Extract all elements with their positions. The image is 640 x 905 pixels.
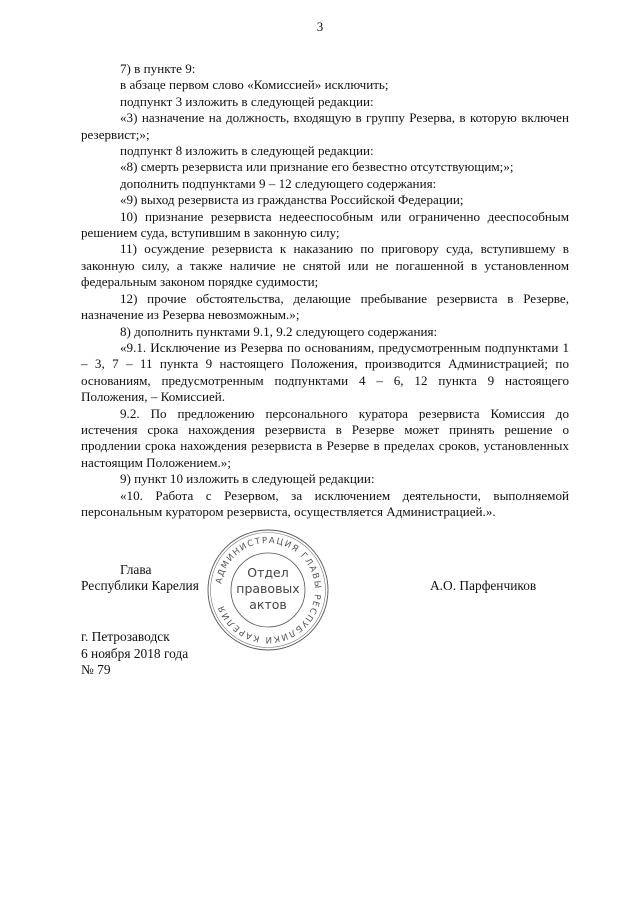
document-body [81,61,569,520]
date: 6 ноября 2018 года [81,645,189,661]
paragraph: 11) осуждение резервиста к наказанию по приговору суда, вступившему в законную силу, а также наличие не снятой или не погашенной в установленном федеральным законом порядке судимости; [81,241,569,290]
paragraph: подпункт 8 изложить в следующей редакции: [120,143,374,159]
signatory-title-line: Глава [120,562,152,577]
paragraph: «9.1. Исключение из Резерва по основаниям, предусмотренным подпунктами 1 – 3, 7 – 11 пункта 9 настоящего Положения, производится Администрацией; по основаниям, предусмотренным подпунктами 4 – 6, 12 пункта 9 настоящего Положения, – Комиссией. [81,339,569,405]
stamp-center-line: Отдел [247,565,289,580]
stamp-center-line: правовых [236,581,300,596]
paragraph: подпункт 3 изложить в следующей редакции: [120,93,374,109]
signatory-title-line: Республики Карелия [81,578,199,594]
paragraph: дополнить подпунктами 9 – 12 следующего содержания: [120,175,437,191]
paragraph: 9) пункт 10 изложить в следующей редакции: [120,471,375,487]
official-stamp [203,525,333,655]
document-number: № 79 [81,662,111,678]
paragraph: 12) прочие обстоятельства, делающие пребывание резервиста в Резерве, назначение из Резерва невозможным.»; [81,290,569,323]
stamp-center-line: актов [249,597,287,612]
paragraph: 9.2. По предложению персонального куратора резервиста Комиссия до истечения срока нахождения резервиста в Резерве может принять решение о продлении срока нахождения резервиста в Резерве в пределах сроков, установленных настоящим Положением.»; [81,405,569,470]
paragraph: «3) назначение на должность, входящую в группу Резерва, в которую включен резервист;»; [81,110,569,142]
stamp-ring-text: АДМИНИСТРАЦИЯ ГЛАВЫ РЕСПУБЛИКИ КАРЕЛИЯ [214,535,323,645]
document-footer [81,629,188,679]
page-number: 3 [316,19,324,34]
paragraph: «9) выход резервиста из гражданства Российской Федерации; [120,192,464,208]
paragraph: 7) в пункте 9: [120,61,196,76]
paragraph: 8) дополнить пунктами 9.1, 9.2 следующего содержания: [120,323,438,339]
place: г. Петрозаводск [81,629,170,644]
signatory-title [81,562,199,595]
paragraph: 10) признание резервиста недееспособным или ограниченно дееспособным решением суда, вступившим в законную силу; [81,208,569,241]
paragraph: «8) смерть резервиста или признание его безвестно отсутствующим;»; [120,159,514,175]
paragraph: в абзаце первом слово «Комиссией» исключить; [120,77,389,93]
signatory-name: А.О. Парфенчиков [430,578,537,593]
paragraph: «10. Работа с Резервом, за исключением деятельности, выполняемой персональным куратором резервиста, осуществляется Администрацией.». [81,487,569,519]
